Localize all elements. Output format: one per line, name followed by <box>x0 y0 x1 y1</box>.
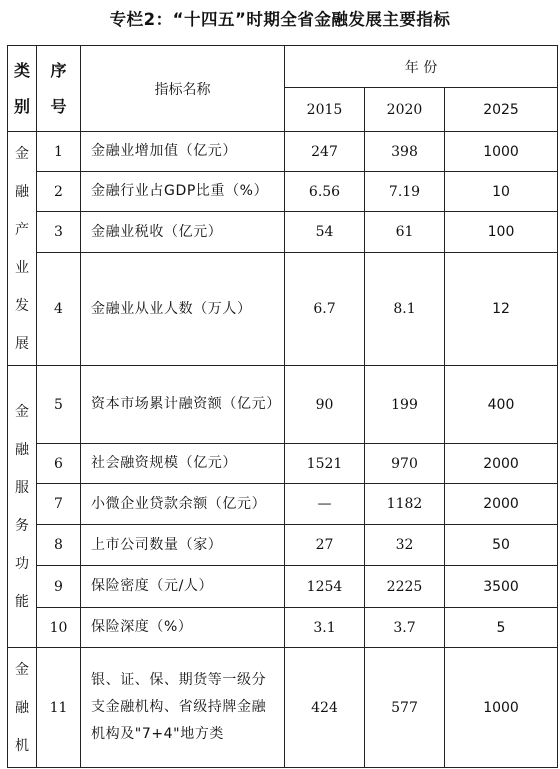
row-number: 8 <box>37 525 81 566</box>
row-number: 7 <box>37 484 81 525</box>
value-2020: 61 <box>365 212 445 253</box>
value-2025: 1000 <box>445 648 558 768</box>
indicator-name: 保险深度（%） <box>81 608 285 648</box>
value-2020: 199 <box>365 366 445 444</box>
indicator-name: 上市公司数量（家） <box>81 525 285 566</box>
indicator-name: 银、证、保、期货等一级分支金融机构、省级持牌金融机构及"7+4"地方类 <box>81 648 285 768</box>
seq-header-line-1: 序 <box>50 60 67 80</box>
value-2025: 400 <box>445 366 558 444</box>
value-2020: 3.7 <box>365 608 445 648</box>
value-2015: 424 <box>285 648 365 768</box>
table-row <box>8 212 558 253</box>
value-2015: 1521 <box>285 444 365 484</box>
indicator-name: 社会融资规模（亿元） <box>81 444 285 484</box>
row-number: 9 <box>37 566 81 608</box>
value-2015: 6.7 <box>285 253 365 366</box>
value-2015: 3.1 <box>285 608 365 648</box>
value-2015: 90 <box>285 366 365 444</box>
year-2025-header: 2025 <box>445 88 558 132</box>
indicator-name: 金融业增加值（亿元） <box>81 132 285 172</box>
category-header-line-2: 别 <box>13 96 30 116</box>
table-row <box>8 444 558 484</box>
indicator-name: 金融业从业人数（万人） <box>81 253 285 366</box>
category-label: 金融机 <box>15 661 29 754</box>
document-title: 专栏2：“十四五”时期全省金融发展主要指标 <box>109 10 451 29</box>
header-row-1 <box>8 46 558 88</box>
row-number: 4 <box>37 253 81 366</box>
table-row <box>8 566 558 608</box>
row-number: 1 <box>37 132 81 172</box>
table-row <box>8 484 558 525</box>
value-2015: 1254 <box>285 566 365 608</box>
value-2025: 5 <box>445 608 558 648</box>
table-row <box>8 525 558 566</box>
value-2020: 32 <box>365 525 445 566</box>
value-2015: 6.56 <box>285 172 365 212</box>
value-2025: 2000 <box>445 444 558 484</box>
category-header-line-1: 类 <box>13 60 30 80</box>
year-2015-header: 2015 <box>285 88 365 132</box>
row-number: 2 <box>37 172 81 212</box>
value-2020: 1182 <box>365 484 445 525</box>
indicator-name: 小微企业贷款余额（亿元） <box>81 484 285 525</box>
value-2025: 1000 <box>445 132 558 172</box>
value-2015: — <box>285 484 365 525</box>
category-cell <box>8 648 37 768</box>
value-2020: 577 <box>365 648 445 768</box>
value-2025: 50 <box>445 525 558 566</box>
table-row <box>8 366 558 444</box>
seq-header-line-2: 号 <box>50 96 67 116</box>
value-2025: 2000 <box>445 484 558 525</box>
seq-header <box>37 46 81 132</box>
table-row <box>8 253 558 366</box>
value-2025: 3500 <box>445 566 558 608</box>
indicator-table <box>7 45 558 768</box>
table-row <box>8 648 558 768</box>
value-2020: 970 <box>365 444 445 484</box>
year-2020-header: 2020 <box>365 88 445 132</box>
value-2015: 247 <box>285 132 365 172</box>
row-number: 10 <box>37 608 81 648</box>
value-2020: 8.1 <box>365 253 445 366</box>
category-header <box>8 46 37 132</box>
table-row <box>8 172 558 212</box>
value-2025: 12 <box>445 253 558 366</box>
row-number: 5 <box>37 366 81 444</box>
value-2020: 2225 <box>365 566 445 608</box>
category-label: 金融服务功能 <box>15 403 29 610</box>
value-2025: 10 <box>445 172 558 212</box>
indicator-name: 保险密度（元/人） <box>81 566 285 608</box>
value-2015: 27 <box>285 525 365 566</box>
table-row <box>8 608 558 648</box>
value-2015: 54 <box>285 212 365 253</box>
value-2020: 398 <box>365 132 445 172</box>
year-group-header: 年 份 <box>285 46 558 88</box>
indicator-name-header: 指标名称 <box>81 46 285 132</box>
category-cell <box>8 366 37 648</box>
value-2025: 100 <box>445 212 558 253</box>
row-number: 11 <box>37 648 81 768</box>
row-number: 6 <box>37 444 81 484</box>
category-label: 金融产业发展 <box>15 145 29 352</box>
category-cell <box>8 132 37 366</box>
row-number: 3 <box>37 212 81 253</box>
indicator-name: 资本市场累计融资额（亿元） <box>81 366 285 444</box>
indicator-name: 金融业税收（亿元） <box>81 212 285 253</box>
table-row <box>8 132 558 172</box>
value-2020: 7.19 <box>365 172 445 212</box>
indicator-name: 金融行业占GDP比重（%） <box>81 172 285 212</box>
